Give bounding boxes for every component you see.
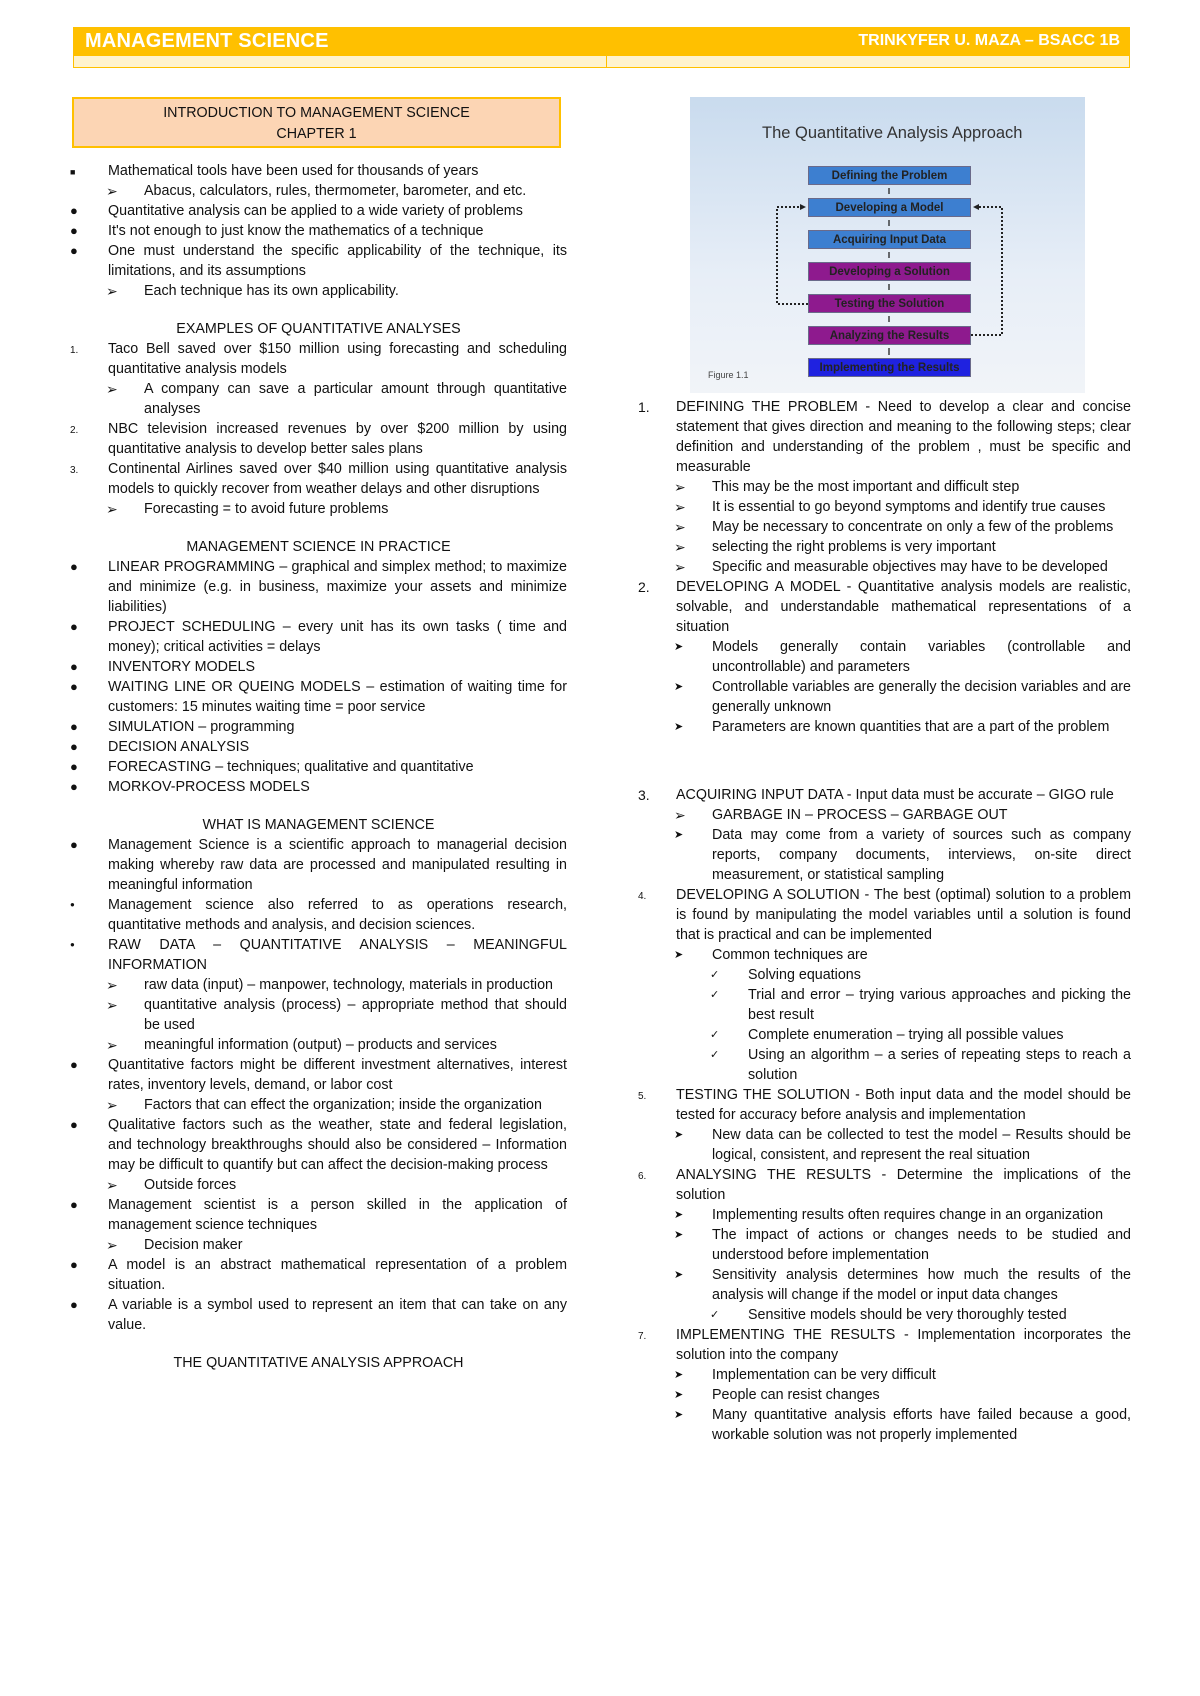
list-item: ● Management scientist is a person skilled in the application of management science techniques (70, 1197, 567, 1233)
list-item: ● FORECASTING – techniques; qualitative and quantitative (70, 759, 474, 775)
list-item: 7. IMPLEMENTING THE RESULTS - Implementation incorporates the solution into the company (638, 1327, 1131, 1363)
list-item: ➤ The impact of actions or changes needs to be studied and understood before implementation (674, 1227, 1131, 1263)
list-item: ➢ meaningful information (output) – products and services (106, 1037, 497, 1053)
section-heading: MANAGEMENT SCIENCE IN PRACTICE (186, 539, 451, 555)
header-subbar (73, 56, 1130, 68)
list-item: ● WAITING LINE OR QUEING MODELS – estimation of waiting time for customers: 15 minutes waiting time = poor service (70, 679, 567, 715)
list-item: ➤ People can resist changes (674, 1387, 880, 1403)
figure-step: Analyzing the Results (808, 326, 971, 345)
list-item: ✓ Solving equations (710, 967, 861, 983)
list-item: ● INVENTORY MODELS (70, 659, 255, 675)
list-item: ➢ It is essential to go beyond symptoms and identify true causes (674, 499, 1106, 515)
list-item: ● DECISION ANALYSIS (70, 739, 250, 755)
list-item: ➤ Common techniques are (674, 947, 868, 963)
list-item: ➢ Factors that can effect the organization; inside the organization (106, 1097, 542, 1113)
list-item: ● PROJECT SCHEDULING – every unit has its own tasks ( time and money); critical activities = delays (70, 619, 567, 655)
list-item: ➢ A company can save a particular amount through quantitative analyses (106, 381, 567, 417)
list-item: ● Quantitative analysis can be applied to a wide variety of problems (70, 203, 523, 219)
left-column (70, 161, 567, 1373)
list-item: ➢ Each technique has its own applicability. (106, 283, 399, 299)
figure-step: Developing a Model (808, 198, 971, 217)
list-item: ● One must understand the specific applicability of the technique, its limitations, and its assumptions (70, 243, 567, 279)
figure-step: Testing the Solution (808, 294, 971, 313)
list-item: ✓ Complete enumeration – trying all possible values (710, 1027, 1064, 1043)
list-item: ➤ Data may come from a variety of sources such as company reports, company documents, interviews, on-site direct measurement, or statistical sampling (674, 827, 1131, 883)
list-item: ➢ May be necessary to concentrate on only a few of the problems (674, 519, 1114, 535)
list-item: ➢ Forecasting = to avoid future problems (106, 501, 389, 517)
figure-step: Defining the Problem (808, 166, 971, 185)
list-item: ● A model is an abstract mathematical representation of a problem situation. (70, 1257, 567, 1293)
list-item: 3. ACQUIRING INPUT DATA - Input data must be accurate – GIGO rule (638, 787, 1114, 803)
list-item: ➢ Decision maker (106, 1237, 243, 1253)
list-item: ➤ Controllable variables are generally the decision variables and are generally unknown (674, 679, 1131, 715)
list-item: ➤ Implementing results often requires change in an organization (674, 1207, 1104, 1223)
list-item: ➢ Abacus, calculators, rules, thermometer, barometer, and etc. (106, 183, 527, 199)
figure-caption: Figure 1.1 (708, 370, 749, 380)
list-item: ✓ Trial and error – trying various approaches and picking the best result (710, 987, 1131, 1023)
course-title: MANAGEMENT SCIENCE (85, 30, 329, 52)
list-item: ➤ Implementation can be very difficult (674, 1367, 936, 1383)
list-item: 2. NBC television increased revenues by over $200 million by using quantitative analysis to develop better sales plans (70, 421, 567, 457)
list-item: ● Qualitative factors such as the weather, state and federal legislation, and technology breakthroughs should also be considered – Information may be difficult to quantify but can affect the decision-making process (70, 1117, 567, 1173)
list-item: ● A variable is a symbol used to represent an item that can take on any value. (70, 1297, 567, 1333)
figure-step: Implementing the Results (808, 358, 971, 377)
list-item: 1. DEFINING THE PROBLEM - Need to develop a clear and concise statement that gives direction and meaning to the following steps; clear definition and understanding of the problem , must be specific and measurable (638, 399, 1131, 475)
figure-step: Acquiring Input Data (808, 230, 971, 249)
list-item: ➢ selecting the right problems is very important (674, 539, 996, 555)
section-heading: EXAMPLES OF QUANTITATIVE ANALYSES (176, 321, 461, 337)
list-item: 4. DEVELOPING A SOLUTION - The best (optimal) solution to a problem is found by manipulating the model variables until a solution is found that is practical and can be implemented (638, 887, 1131, 943)
chapter-number: CHAPTER 1 (276, 126, 357, 142)
list-item: 6. ANALYSING THE RESULTS - Determine the implications of the solution (638, 1167, 1131, 1203)
list-item: ● SIMULATION – programming (70, 719, 295, 735)
section-heading: THE QUANTITATIVE ANALYSIS APPROACH (173, 1355, 464, 1371)
list-item: ✓ Sensitive models should be very thoroughly tested (710, 1307, 1067, 1323)
list-item: 2. DEVELOPING A MODEL - Quantitative analysis models are realistic, solvable, and understandable mathematical representations of a situation (638, 579, 1131, 635)
list-item: ● MORKOV-PROCESS MODELS (70, 779, 310, 795)
list-item: ➤ Many quantitative analysis efforts have failed because a good, workable solution was not properly implemented (674, 1407, 1131, 1443)
list-item: 3. Continental Airlines saved over $40 million using quantitative analysis models to quickly recover from weather delays and other disruptions (70, 461, 567, 497)
chapter-title-box (72, 97, 561, 148)
list-item: ➢ Outside forces (106, 1177, 237, 1193)
list-item: ➢ quantitative analysis (process) – appropriate method that should be used (106, 997, 567, 1033)
list-item: ● LINEAR PROGRAMMING – graphical and simplex method; to maximize and minimize (e.g. in business, maximize your assets and minimize liabilities) (70, 559, 567, 615)
list-item: ➢ raw data (input) – manpower, technology, materials in production (106, 977, 554, 993)
list-item: ➢ This may be the most important and difficult step (674, 479, 1020, 495)
section-heading: WHAT IS MANAGEMENT SCIENCE (202, 817, 435, 833)
figure-title: The Quantitative Analysis Approach (762, 124, 1023, 142)
list-item: ● Management Science is a scientific approach to managerial decision making whereby raw data are processed and manipulated resulting in meaningful information (70, 837, 567, 893)
author-name: TRINKYFER U. MAZA – BSACC 1B (858, 32, 1120, 49)
list-item: ✓ Using an algorithm – a series of repeating steps to reach a solution (710, 1047, 1131, 1083)
chapter-title: INTRODUCTION TO MANAGEMENT SCIENCE (163, 105, 470, 121)
list-item: ● It's not enough to just know the mathematics of a technique (70, 223, 484, 239)
list-item: ● Quantitative factors might be different investment alternatives, interest rates, inventory levels, demand, or labor cost (70, 1057, 567, 1093)
list-item: ■ Mathematical tools have been used for thousands of years (70, 163, 479, 179)
quantitative-approach-figure (690, 97, 1085, 393)
list-item: ➤ Sensitivity analysis determines how much the results of the analysis will change if the model or input data changes (674, 1267, 1131, 1303)
list-item: ➤ New data can be collected to test the model – Results should be logical, consistent, and represent the real situation (674, 1127, 1131, 1163)
list-item: ● Management science also referred to as operations research, quantitative methods and analysis, and decision sciences. (70, 897, 567, 933)
list-item: 1. Taco Bell saved over $150 million using forecasting and scheduling quantitative analysis models (70, 341, 567, 377)
header-bar (73, 27, 1130, 56)
list-item: 5. TESTING THE SOLUTION - Both input data and the model should be tested for accuracy before analysis and implementation (638, 1087, 1131, 1123)
list-item: ➢ GARBAGE IN – PROCESS – GARBAGE OUT (674, 807, 1008, 823)
list-item: ● RAW DATA – QUANTITATIVE ANALYSIS – MEANINGFUL INFORMATION (70, 937, 567, 973)
list-item: ➤ Parameters are known quantities that are a part of the problem (674, 719, 1110, 735)
figure-step: Developing a Solution (808, 262, 971, 281)
list-item: ➤ Models generally contain variables (controllable and uncontrollable) and parameters (674, 639, 1131, 675)
right-column (638, 397, 1131, 1445)
list-item: ➢ Specific and measurable objectives may have to be developed (674, 559, 1108, 575)
